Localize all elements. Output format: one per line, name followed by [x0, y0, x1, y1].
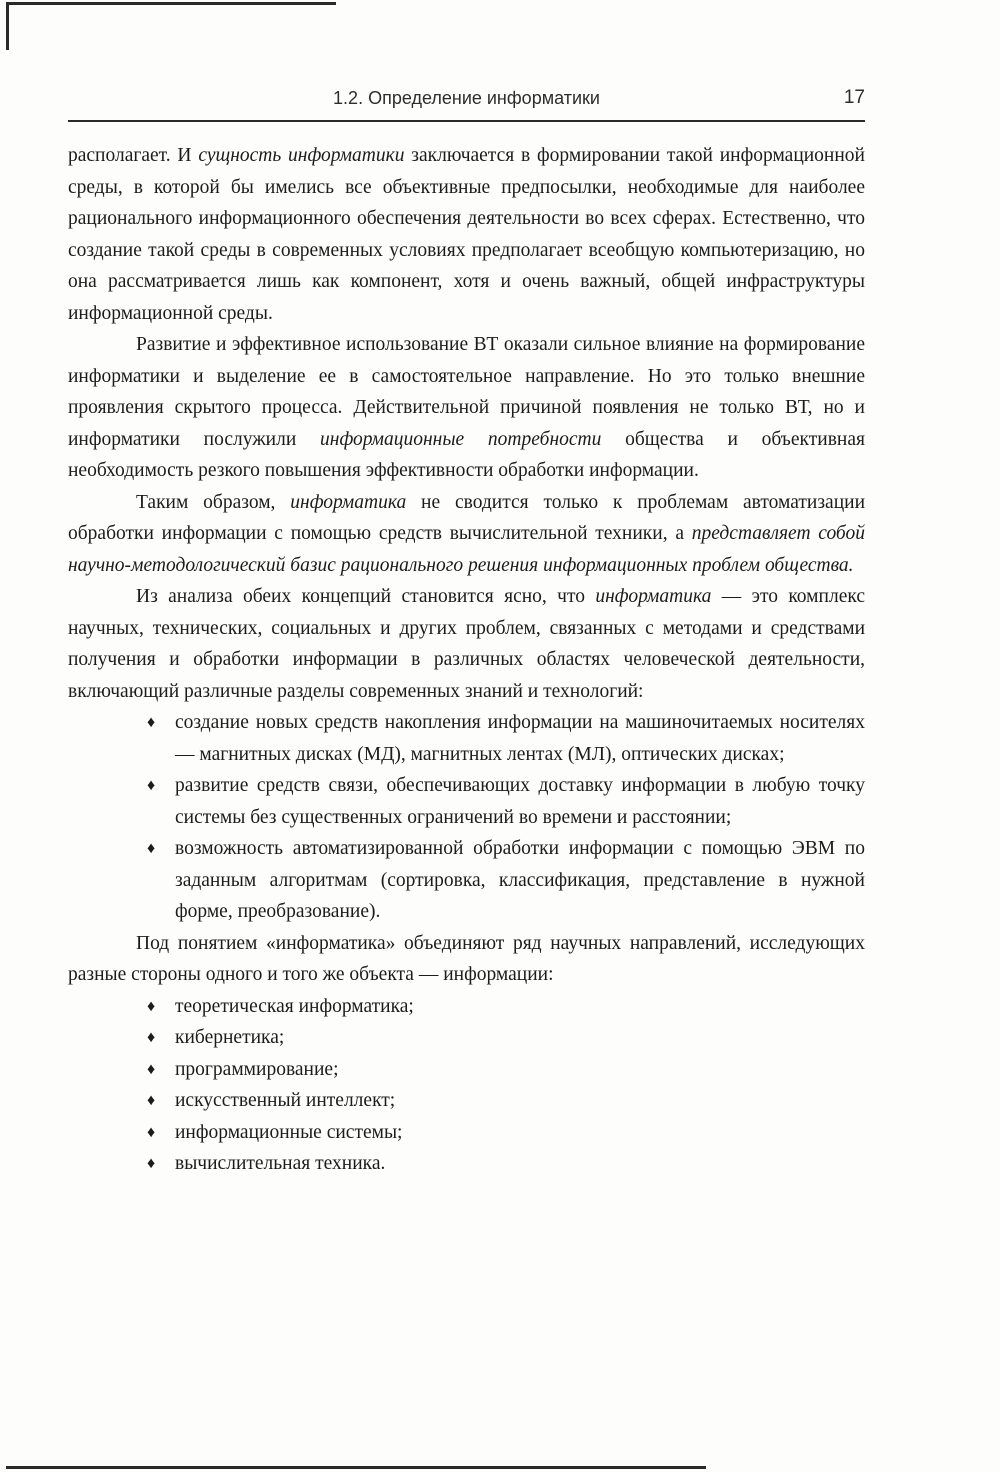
- paragraph: [68, 928, 865, 991]
- paragraph: [68, 140, 865, 329]
- list-item-text: программирование;: [175, 1058, 339, 1080]
- list-item-text: развитие средств связи, обеспечивающих доставку информации в любую точку системы без существенных ограничений во времени и расстоянии;: [175, 775, 865, 828]
- paragraph: [68, 487, 865, 582]
- italic-text-run: представляет собой научно-методологический базис рационального решения информационных проблем общества.: [68, 523, 865, 576]
- list-item: [145, 1117, 865, 1149]
- list-item-text: теоретическая информатика;: [175, 995, 414, 1017]
- scan-edge-top: [6, 2, 336, 5]
- diamond-bullet-icon: ♦: [147, 1060, 156, 1078]
- text-run: Под понятием «информатика» объединяют ряд научных направлений, исследующих разные стороны одного и того же объекта — информации:: [68, 932, 865, 985]
- paragraph: [68, 581, 865, 707]
- text-run: общества и объективная необходимость резкого повышения эффективности обработки информации.: [68, 428, 865, 481]
- text-run: Развитие и эффективное использование ВТ оказали сильное влияние на формирование информатики и выделение ее в самостоятельное направление. Но это только внешние проявления скрытого процесса. Действительной причиной появления не только ВТ, но и информатики послужили: [68, 334, 865, 450]
- running-title: 1.2. Определение информатики: [333, 88, 600, 108]
- list-item-text: возможность автоматизированной обработки информации с помощью ЭВМ по заданным алгоритмам (сортировка, классификация, представление в нужной форме, преобразование).: [175, 838, 865, 922]
- list-item: [145, 1085, 865, 1117]
- paragraph: [68, 329, 865, 487]
- text-run: Таким образом,: [136, 491, 291, 513]
- list-item: [145, 833, 865, 928]
- bullet-list: [68, 707, 865, 928]
- diamond-bullet-icon: ♦: [147, 777, 156, 794]
- list-item: [145, 1148, 865, 1180]
- diamond-bullet-icon: ♦: [147, 714, 156, 731]
- diamond-bullet-icon: ♦: [147, 997, 156, 1015]
- list-item: [145, 770, 865, 833]
- bullet-list: [68, 991, 865, 1180]
- list-item-text: искусственный интеллект;: [175, 1090, 396, 1111]
- page-body: [68, 140, 865, 1180]
- list-item: [145, 991, 865, 1023]
- italic-text-run: информатика: [595, 586, 712, 607]
- text-run: не сводится только к проблемам автоматизации обработки информации с помощью средств вычислительной техники, а: [68, 491, 866, 544]
- text-run: Из анализа обеих концепций становится ясно, что: [136, 586, 596, 607]
- diamond-bullet-icon: ♦: [147, 1155, 156, 1172]
- list-item-text: создание новых средств накопления информации на машиночитаемых носителях — магнитных дисках (МД), магнитных лентах (МЛ), оптических дисках;: [175, 712, 865, 765]
- header-row: [68, 88, 865, 114]
- diamond-bullet-icon: ♦: [147, 1029, 156, 1046]
- diamond-bullet-icon: ♦: [147, 1123, 156, 1141]
- text-run: располагает. И: [68, 145, 199, 166]
- italic-text-run: сущность информатики: [198, 145, 405, 166]
- list-item: [145, 1022, 865, 1054]
- text-run: заключается в формировании такой информационной среды, в которой бы имелись все объективные предпосылки, необходимые для наиболее рационального информационного обеспечения деятельности во всех сферах. Естественно, что создание такой среды в современных условиях предполагает всеобщую компьютеризацию, но она рассматривается лишь как компонент, хотя и очень важный, общей инфраструктуры информационной среды.: [68, 145, 865, 324]
- list-item: [145, 707, 865, 770]
- scan-edge-left: [6, 2, 9, 50]
- list-item-text: кибернетика;: [175, 1027, 285, 1048]
- page-number: 17: [843, 87, 865, 108]
- text-run: — это комплекс научных, технических, социальных и других проблем, связанных с методами и средствами получения и обработки информации в различных областях человеческой деятельности, включающий различные разделы современных знаний и технологий:: [68, 586, 865, 702]
- diamond-bullet-icon: ♦: [147, 840, 156, 857]
- scan-edge-bottom: [6, 1466, 706, 1469]
- diamond-bullet-icon: ♦: [147, 1092, 156, 1109]
- list-item: [145, 1054, 865, 1086]
- header-rule: [68, 120, 865, 122]
- italic-text-run: информатика: [290, 491, 407, 513]
- italic-text-run: информационные потребности: [320, 428, 602, 450]
- list-item-text: вычислительная техника.: [175, 1153, 386, 1174]
- page-header: [68, 88, 865, 122]
- list-item-text: информационные системы;: [175, 1121, 403, 1143]
